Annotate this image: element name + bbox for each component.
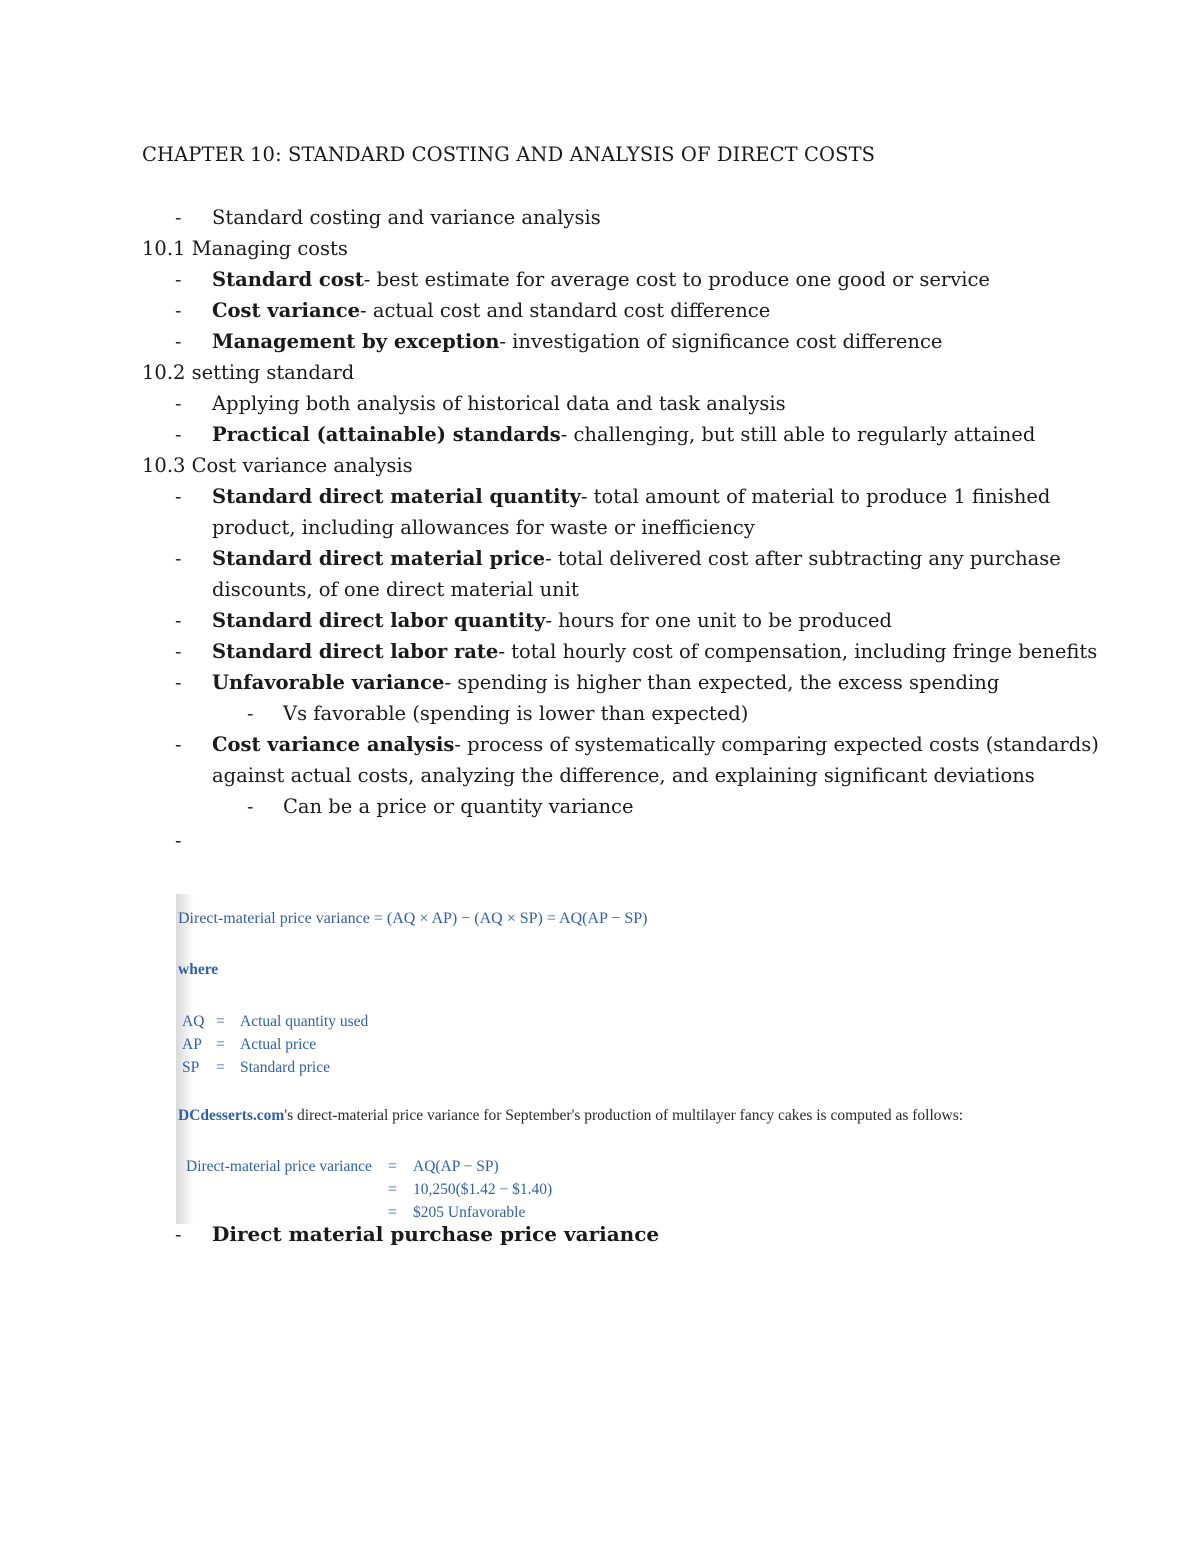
- bullet-dash: -: [175, 393, 182, 415]
- sub-list-item: Can be a price or quantity variance: [283, 795, 634, 818]
- section-heading-10-1: 10.1 Managing costs: [142, 237, 348, 260]
- list-item: [212, 267, 990, 293]
- list-item: Applying both analysis of historical data and task analysis: [212, 392, 786, 415]
- term: Standard direct material price: [212, 547, 546, 570]
- definition: - process of systematically comparing expected costs (standards): [454, 733, 1099, 756]
- bullet-dash: -: [175, 207, 182, 229]
- definition: - hours for one unit to be produced: [545, 609, 892, 632]
- term: Standard direct labor rate: [212, 640, 499, 663]
- bullet-dash: -: [175, 1224, 182, 1246]
- company-name: DCdesserts.com: [178, 1107, 285, 1124]
- term: Standard direct material quantity: [212, 485, 581, 508]
- bullet-dash: -: [175, 672, 182, 694]
- computation-result: $205 Unfavorable: [413, 1204, 526, 1221]
- example-sentence: [178, 1107, 963, 1125]
- bullet-dash: -: [175, 641, 182, 663]
- definition-equals: =: [216, 1036, 225, 1053]
- section-heading-10-2: 10.2 setting standard: [142, 361, 355, 384]
- formula-heading: Direct-material price variance = (AQ × AP) − (AQ × SP) = AQ(AP − SP): [178, 910, 648, 927]
- list-item: [212, 546, 1061, 572]
- list-item: [212, 732, 1099, 758]
- definition-equals: =: [216, 1059, 225, 1076]
- definition: - total delivered cost after subtracting any purchase: [545, 547, 1061, 570]
- definition-symbol: AQ: [182, 1013, 205, 1030]
- definition-equals: =: [216, 1013, 225, 1030]
- term: Standard cost: [212, 268, 364, 291]
- definition: - total amount of material to produce 1 finished: [580, 485, 1051, 508]
- list-item: [212, 670, 999, 696]
- definition: - actual cost and standard cost difference: [360, 299, 771, 322]
- definition-text: Standard price: [240, 1059, 330, 1076]
- term: Management by exception: [212, 330, 500, 353]
- bullet-dash: -: [175, 486, 182, 508]
- where-label: where: [178, 961, 219, 978]
- bullet-dash: -: [175, 548, 182, 570]
- intro-item: Standard costing and variance analysis: [212, 206, 601, 229]
- bullet-dash: -: [175, 269, 182, 291]
- computation-label: Direct-material price variance: [186, 1158, 372, 1175]
- bullet-dash: -: [175, 610, 182, 632]
- list-item: [212, 329, 942, 355]
- section-heading-10-3: 10.3 Cost variance analysis: [142, 454, 413, 477]
- term: Practical (attainable) standards: [212, 423, 561, 446]
- definition: - total hourly cost of compensation, including fringe benefits: [498, 640, 1098, 663]
- computation-equals: =: [388, 1158, 397, 1175]
- bullet-dash: -: [175, 300, 182, 322]
- bullet-dash: -: [175, 331, 182, 353]
- definition-symbol: SP: [182, 1059, 200, 1076]
- list-item: [212, 484, 1050, 510]
- list-item: [212, 608, 892, 634]
- computation-equals: =: [388, 1204, 397, 1221]
- list-item-continuation: discounts, of one direct material unit: [212, 578, 579, 601]
- computation-step: 10,250($1.42 − $1.40): [413, 1181, 553, 1198]
- sub-bullet-dash: -: [247, 796, 254, 818]
- closing-item: Direct material purchase price variance: [212, 1222, 660, 1246]
- sub-bullet-dash: -: [247, 703, 254, 725]
- term: Cost variance analysis: [212, 733, 455, 756]
- computation-equals: =: [388, 1181, 397, 1198]
- term: Cost variance: [212, 299, 361, 322]
- bullet-dash: -: [175, 424, 182, 446]
- definition: - best estimate for average cost to produce one good or service: [363, 268, 990, 291]
- computation-step: AQ(AP − SP): [413, 1158, 499, 1175]
- empty-bullet-dash: -: [175, 830, 182, 852]
- definition: - spending is higher than expected, the excess spending: [444, 671, 1000, 694]
- list-item: [212, 298, 770, 324]
- sub-list-item: Vs favorable (spending is lower than expected): [283, 702, 749, 725]
- definition: - challenging, but still able to regularly attained: [560, 423, 1036, 446]
- definition-symbol: AP: [182, 1036, 202, 1053]
- bullet-dash: -: [175, 734, 182, 756]
- chapter-title: CHAPTER 10: STANDARD COSTING AND ANALYSIS OF DIRECT COSTS: [142, 143, 876, 166]
- list-item: [212, 422, 1035, 448]
- definition-text: Actual price: [240, 1036, 317, 1053]
- term: Standard direct labor quantity: [212, 609, 546, 632]
- list-item: [212, 639, 1097, 665]
- list-item-continuation: product, including allowances for waste or inefficiency: [212, 516, 755, 539]
- definition: - investigation of significance cost difference: [499, 330, 943, 353]
- list-item-continuation: against actual costs, analyzing the difference, and explaining significant deviations: [212, 764, 1035, 787]
- example-text: 's direct-material price variance for September's production of multilayer fancy cakes is computed as follows:: [284, 1107, 964, 1124]
- term: Unfavorable variance: [212, 671, 445, 694]
- definition-text: Actual quantity used: [240, 1013, 369, 1030]
- formula-figure: [176, 894, 1076, 1224]
